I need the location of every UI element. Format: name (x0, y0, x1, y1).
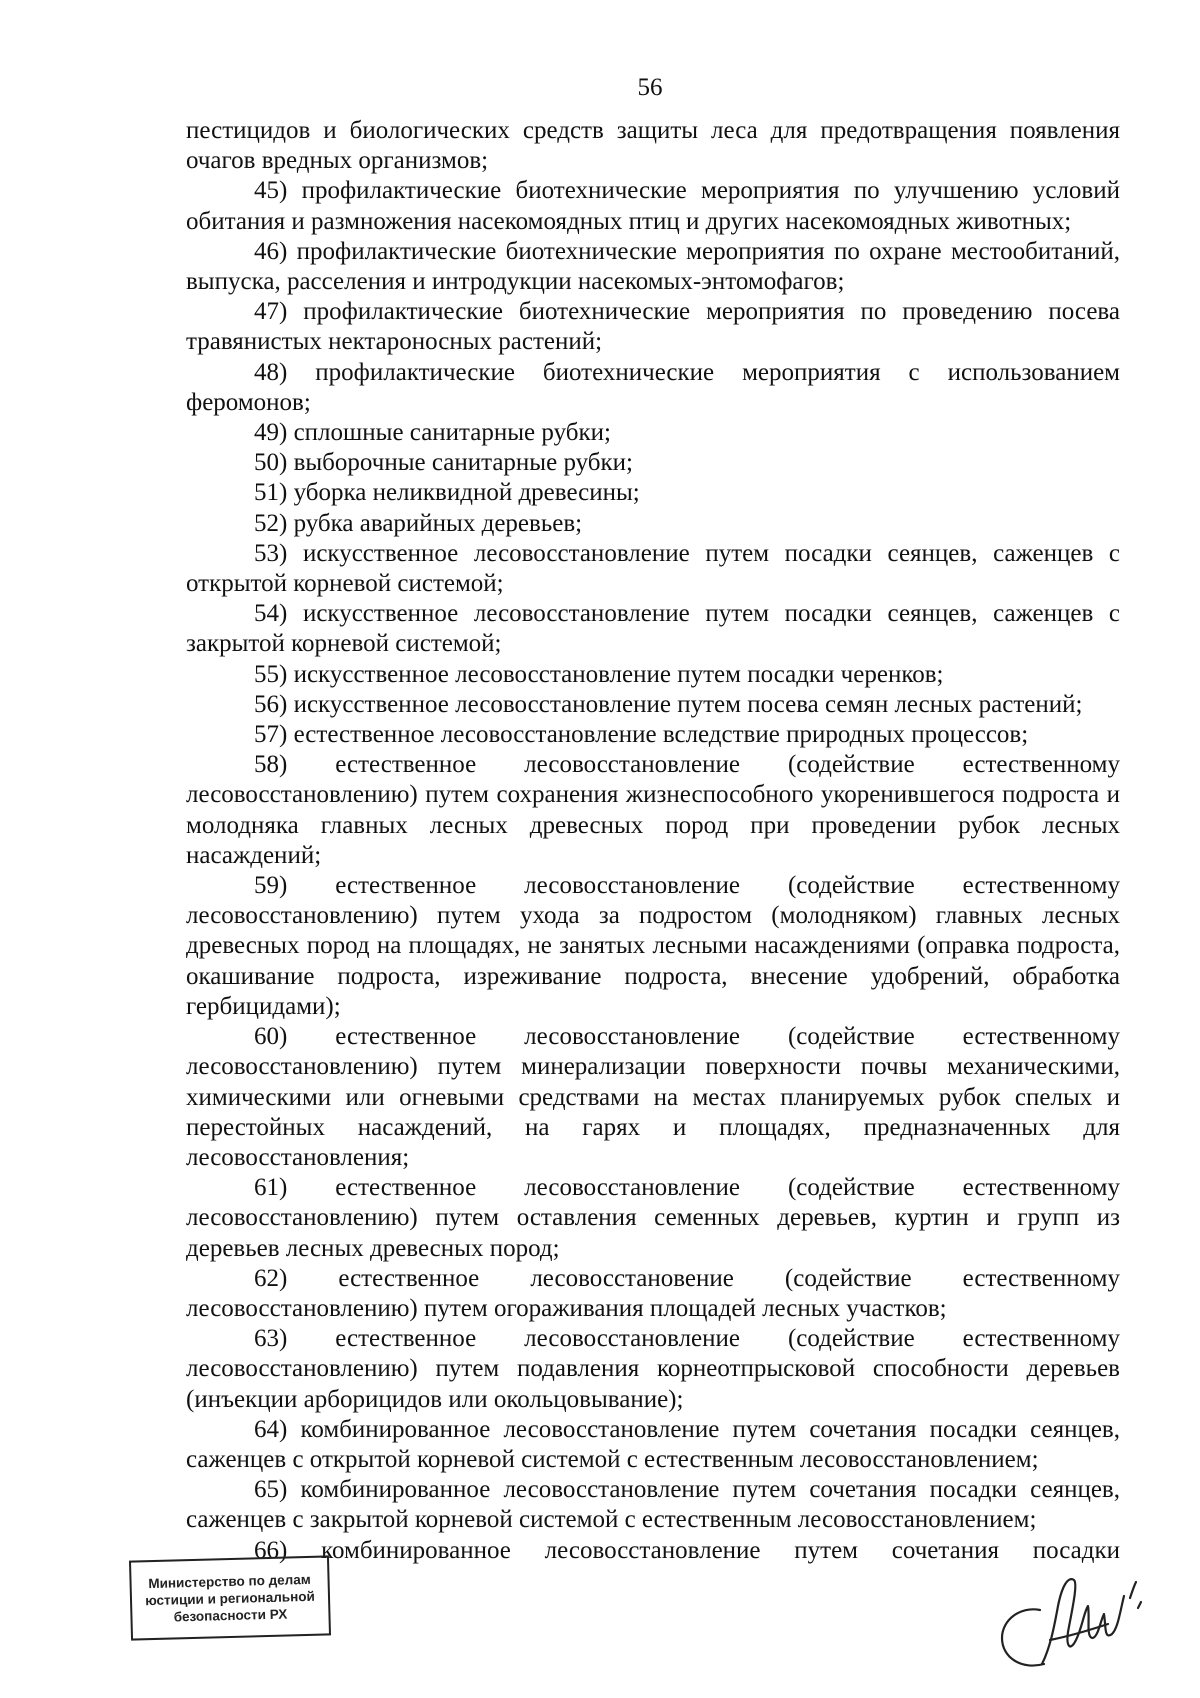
list-item-62: 62) естественное лесовосстановение (содействие естественному лесовосстановлению) путем огораживания площадей лесных участков; (186, 1264, 1120, 1322)
list-item-54: 54) искусственное лесовосстановление путем посадки сеянцев, саженцев с закрытой корневой системой; (186, 600, 1120, 658)
list-item-50: 50) выборочные санитарные рубки; (254, 449, 633, 477)
list-item-58: 58) естественное лесовосстановление (содействие естественному лесовосстановлению) путем сохранения жизнеспособного укоренившегося подроста и молодняка главных лесных древесных пород при проведении рубок лесных насаждений; (186, 751, 1120, 869)
list-item-53: 53) искусственное лесовосстановление путем посадки сеянцев, саженцев с открытой корневой системой; (186, 539, 1120, 598)
signature (980, 1540, 1150, 1680)
stamp-line-2: юстиции и региональной (145, 1588, 315, 1608)
paragraph-continuation: пестицидов и биологических средств защиты леса для предотвращения появления очагов вредных организмов; (186, 117, 1120, 175)
list-item-66: 66) комбинированное лесовосстановление путем сочетания посадки (254, 1536, 1120, 1564)
list-item-64: 64) комбинированное лесовосстановление путем сочетания посадки сеянцев, саженцев с открытой корневой системой с естественным лесовосстановлением; (186, 1415, 1120, 1473)
list-item-65: 65) комбинированное лесовосстановление путем сочетания посадки сеянцев, саженцев с закрытой корневой системой с естественным лесовосстановлением; (186, 1476, 1120, 1534)
list-item-60: 60) естественное лесовосстановление (содействие естественному лесовосстановлению) путем минерализации поверхности почвы механическими, химическими или огневыми средствами на местах планируемых рубок спелых и перестойных насаждений, на гарях и площадях, предназначенных для лесовосстановления; (186, 1023, 1120, 1171)
ministry-stamp (129, 1555, 331, 1640)
page-number: 56 (637, 74, 663, 101)
list-item-52: 52) рубка аварийных деревьев; (254, 509, 583, 537)
stamp-line-3: безопасности РХ (173, 1606, 288, 1624)
list-item-63: 63) естественное лесовосстановление (содействие естественному лесовосстановлению) путем подавления корнеотпрысковой способности деревьев (инъекции арборицидов или окольцовывание); (186, 1325, 1120, 1413)
list-item-57: 57) естественное лесовосстановление вследствие природных процессов; (254, 721, 1029, 749)
list-item-59: 59) естественное лесовосстановление (содействие естественному лесовосстановлению) путем ухода за подростом (молодняком) главных лесных древесных пород на площадях, не занятых лесными насаждениями (оправка подроста, окашивание подроста, изреживание подроста, внесение удобрений, обработка гербицидами); (186, 872, 1120, 1020)
list-item-51: 51) уборка неликвидной древесины; (254, 479, 640, 507)
list-item-48: 48) профилактические биотехнические мероприятия с использованием феромонов; (186, 358, 1120, 416)
list-item-56: 56) искусственное лесовосстановление путем посева семян лесных растений; (254, 690, 1083, 718)
list-item-61: 61) естественное лесовосстановление (содействие естественному лесовосстановлению) путем оставления семенных деревьев, куртин и групп из деревьев лесных древесных пород; (186, 1174, 1120, 1262)
list-item-49: 49) сплошные санитарные рубки; (254, 419, 611, 447)
list-item-55: 55) искусственное лесовосстановление путем посадки черенков; (254, 660, 944, 688)
list-item-47: 47) профилактические биотехнические мероприятия по проведению посева травянистых нектароносных растений; (186, 298, 1120, 356)
document-body (186, 116, 1120, 1566)
stamp-line-1: Министерство по делам (148, 1571, 311, 1591)
list-item-46: 46) профилактические биотехнические мероприятия по охране местообитаний, выпуска, расселения и интродукции насекомых-энтомофагов; (186, 237, 1120, 296)
list-item-45: 45) профилактические биотехнические мероприятия по улучшению условий обитания и размножения насекомоядных птиц и других насекомоядных животных; (186, 177, 1120, 235)
